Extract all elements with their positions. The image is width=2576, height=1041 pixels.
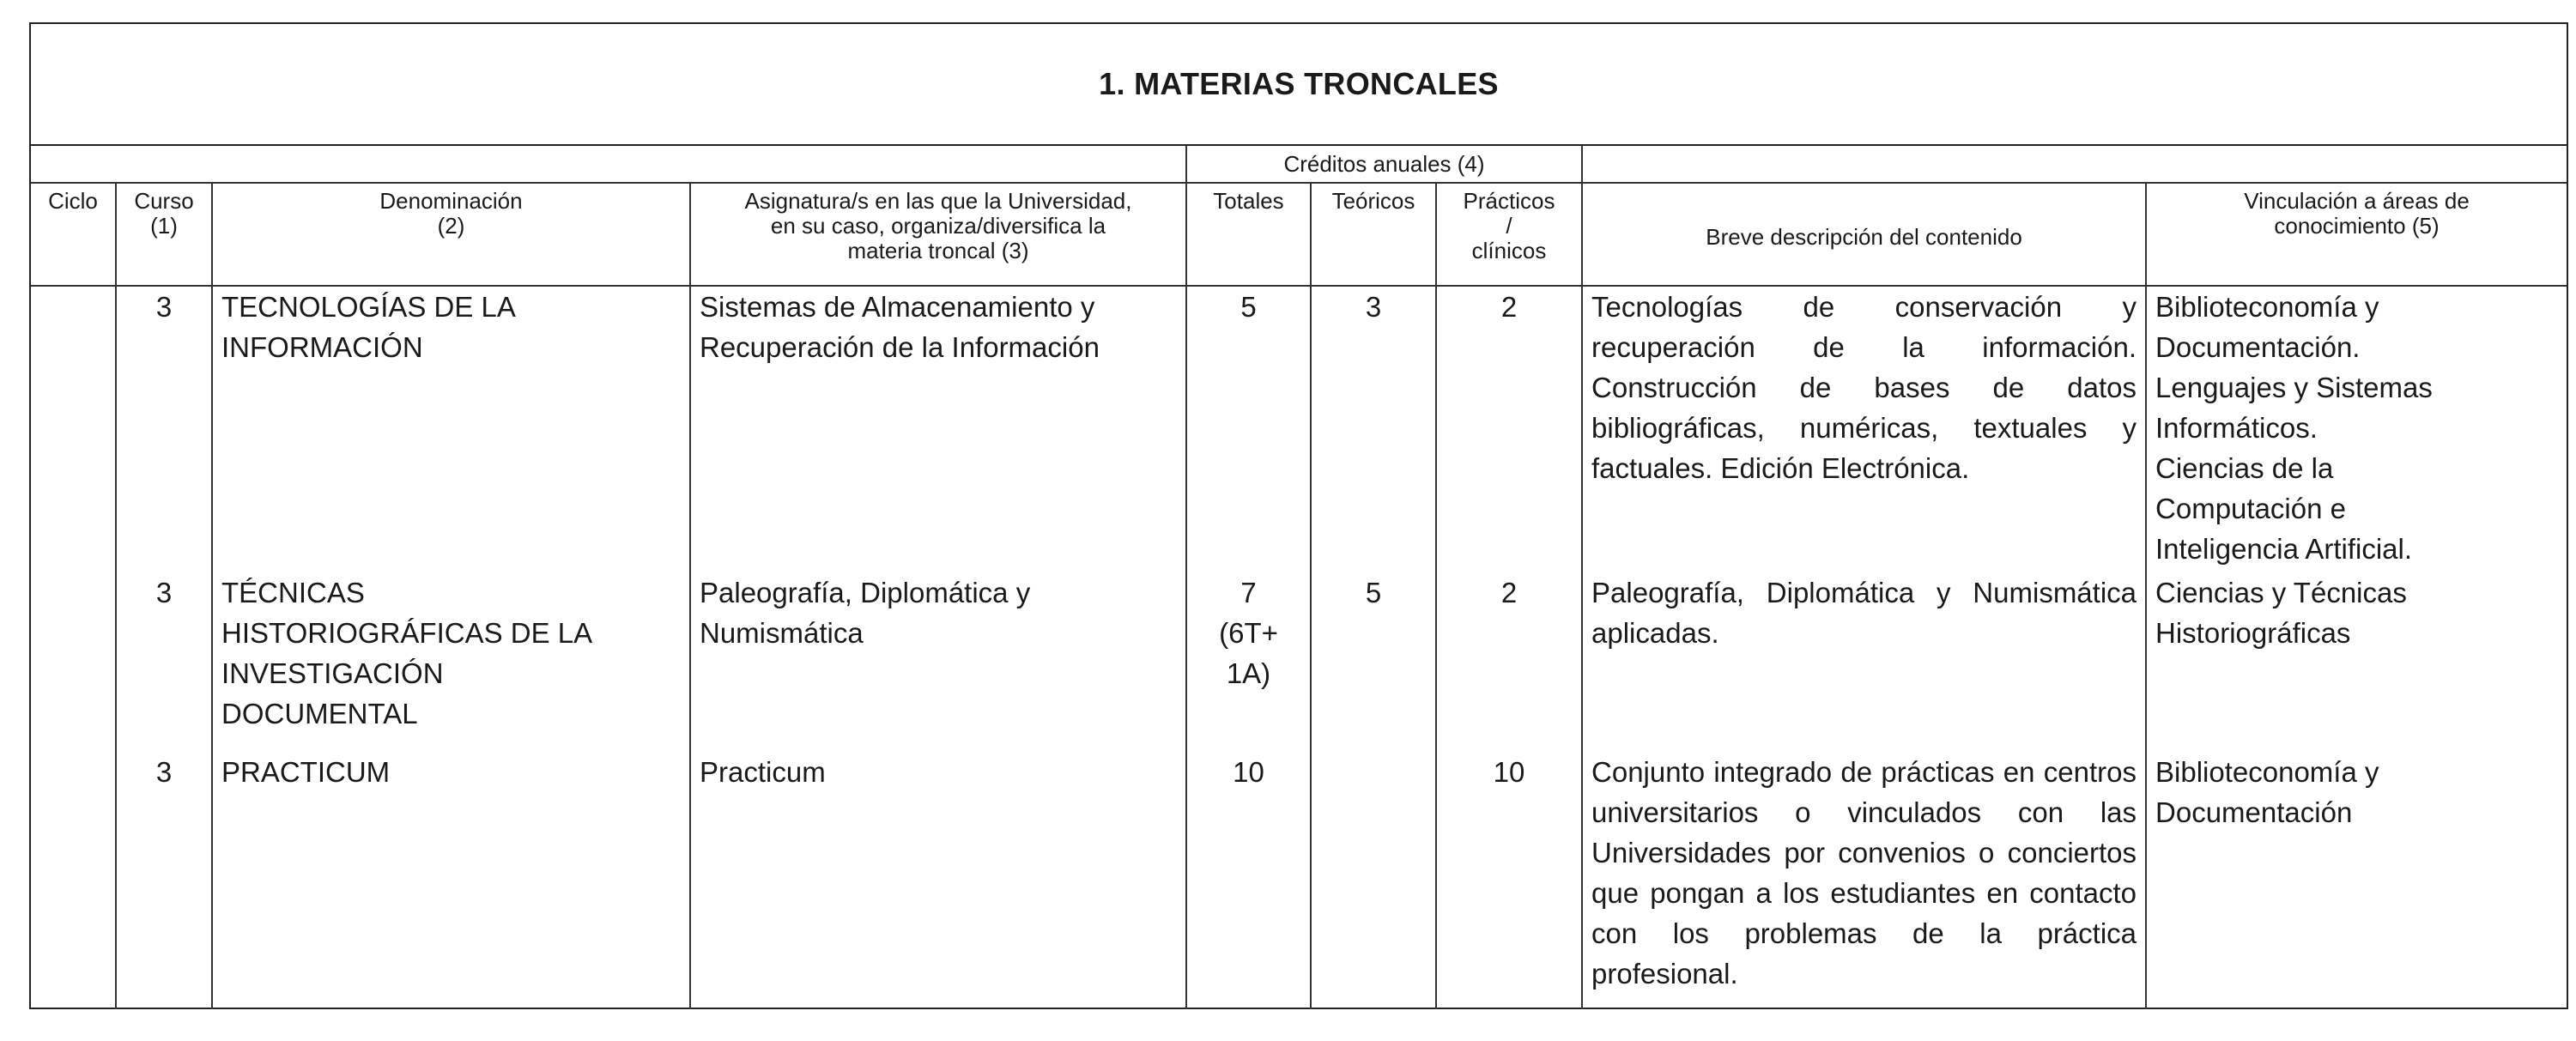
totales-value: (6T+ bbox=[1219, 617, 1278, 649]
vinculacion-line: Biblioteconomía y bbox=[2155, 756, 2379, 788]
vinculacion-line: Inteligencia Artificial. bbox=[2155, 533, 2412, 565]
cell-totales bbox=[1186, 572, 1311, 752]
header-practicos-line: clínicos bbox=[1471, 238, 1547, 263]
cell-teoricos bbox=[1311, 286, 1436, 572]
header-denominacion-line: (2) bbox=[437, 213, 465, 239]
curso-value: 3 bbox=[155, 756, 173, 788]
cell-totales bbox=[1186, 752, 1311, 1009]
practicos-value: 2 bbox=[1500, 577, 1518, 608]
header-ciclo-label: Ciclo bbox=[48, 188, 98, 214]
creditos-group-label: Créditos anuales (4) bbox=[1283, 150, 1485, 177]
cell-asignatura bbox=[690, 752, 1186, 1009]
denominacion-line: DOCUMENTAL bbox=[221, 698, 418, 729]
cell-vinculacion bbox=[2146, 572, 2567, 752]
vinculacion-line: Informáticos. bbox=[2155, 412, 2318, 444]
cell-curso bbox=[116, 752, 212, 1009]
header-group-blank bbox=[31, 146, 1186, 183]
header-group-blank-right bbox=[1582, 146, 2567, 183]
header-group-row bbox=[31, 146, 2567, 183]
vinculacion-line: Lenguajes y Sistemas bbox=[2155, 372, 2433, 403]
asignatura-line: Practicum bbox=[700, 756, 826, 788]
header-asignatura-line: materia troncal (3) bbox=[847, 238, 1029, 263]
header-totales bbox=[1186, 183, 1311, 286]
header-vinculacion bbox=[2146, 183, 2567, 286]
descripcion-value: Tecnologías de conservación y recuperación de la información. Construcción de bases de datos bibliográficas, numéricas, textuales y factuales. Edición Electrónica. bbox=[1591, 291, 2137, 484]
cell-teoricos bbox=[1311, 572, 1436, 752]
header-practicos-line: Prácticos bbox=[1463, 188, 1555, 214]
header-row bbox=[31, 183, 2567, 286]
cell-vinculacion bbox=[2146, 752, 2567, 1009]
title-row bbox=[31, 24, 2567, 146]
header-vinculacion-line: conocimiento (5) bbox=[2274, 213, 2440, 239]
materias-troncales-table bbox=[29, 22, 2568, 1009]
header-practicos-line: / bbox=[1506, 213, 1512, 239]
header-ciclo bbox=[31, 183, 116, 286]
cell-ciclo bbox=[31, 286, 116, 572]
cell-descripcion bbox=[1582, 752, 2146, 1009]
header-descripcion-label: Breve descripción del contenido bbox=[1706, 223, 2022, 250]
asignatura-line: Paleografía, Diplomática y bbox=[700, 577, 1031, 608]
header-curso-line: Curso bbox=[134, 188, 194, 214]
practicos-value: 2 bbox=[1500, 291, 1518, 323]
vinculacion-line: Documentación bbox=[2155, 796, 2353, 828]
cell-asignatura bbox=[690, 572, 1186, 752]
cell-denominacion bbox=[212, 572, 690, 752]
denominacion-line: TECNOLOGÍAS DE LA bbox=[221, 291, 516, 323]
totales-value: 10 bbox=[1233, 756, 1264, 788]
table-row bbox=[31, 752, 2567, 1009]
header-asignatura bbox=[690, 183, 1186, 286]
asignatura-line: Recuperación de la Información bbox=[700, 331, 1100, 363]
curso-value: 3 bbox=[155, 577, 173, 608]
header-totales-label: Totales bbox=[1213, 188, 1284, 214]
vinculacion-line: Ciencias y Técnicas bbox=[2155, 577, 2407, 608]
totales-value: 5 bbox=[1240, 291, 1257, 323]
curso-value: 3 bbox=[155, 291, 173, 323]
practicos-value: 10 bbox=[1493, 756, 1525, 788]
header-teoricos bbox=[1311, 183, 1436, 286]
asignatura-line: Sistemas de Almacenamiento y bbox=[700, 291, 1095, 323]
totales-value: 7 bbox=[1240, 577, 1257, 608]
cell-totales bbox=[1186, 286, 1311, 572]
descripcion-value: Conjunto integrado de prácticas en centros universitarios o vinculados con las Universidades por convenios o conciertos que pongan a los estudiantes en contacto con los problemas de la práctica profesional. bbox=[1591, 756, 2137, 990]
cell-practicos bbox=[1436, 572, 1582, 752]
header-teoricos-label: Teóricos bbox=[1331, 188, 1415, 214]
header-asignatura-line: Asignatura/s en las que la Universidad, bbox=[744, 188, 1132, 214]
cell-descripcion bbox=[1582, 572, 2146, 752]
asignatura-line: Numismática bbox=[700, 617, 864, 649]
cell-denominacion bbox=[212, 286, 690, 572]
denominacion-line: HISTORIOGRÁFICAS DE LA bbox=[221, 617, 593, 649]
header-asignatura-line: en su caso, organiza/diversifica la bbox=[770, 213, 1106, 239]
cell-vinculacion bbox=[2146, 286, 2567, 572]
cell-denominacion bbox=[212, 752, 690, 1009]
cell-teoricos bbox=[1311, 752, 1436, 1009]
table-title: 1. MATERIAS TRONCALES bbox=[1099, 66, 1499, 101]
cell-practicos bbox=[1436, 752, 1582, 1009]
vinculacion-line: Computación e bbox=[2155, 493, 2346, 524]
header-descripcion bbox=[1582, 183, 2146, 286]
header-denominacion-line: Denominación bbox=[379, 188, 523, 214]
totales-value: 1A) bbox=[1226, 657, 1271, 689]
cell-asignatura bbox=[690, 286, 1186, 572]
vinculacion-line: Historiográficas bbox=[2155, 617, 2351, 649]
teoricos-value: 3 bbox=[1365, 291, 1382, 323]
vinculacion-line: Documentación. bbox=[2155, 331, 2361, 363]
header-curso bbox=[116, 183, 212, 286]
creditos-group-header bbox=[1186, 146, 1582, 183]
cell-curso bbox=[116, 286, 212, 572]
cell-ciclo bbox=[31, 572, 116, 752]
cell-curso bbox=[116, 572, 212, 752]
cell-ciclo bbox=[31, 752, 116, 1009]
materias-grid bbox=[31, 146, 2567, 1009]
header-curso-line: (1) bbox=[150, 213, 178, 239]
header-vinculacion-line: Vinculación a áreas de bbox=[2244, 188, 2470, 214]
descripcion-value: Paleografía, Diplomática y Numismática aplicadas. bbox=[1591, 577, 2137, 649]
cell-descripcion bbox=[1582, 286, 2146, 572]
header-practicos bbox=[1436, 183, 1582, 286]
teoricos-value: 5 bbox=[1365, 577, 1382, 608]
denominacion-line: INFORMACIÓN bbox=[221, 331, 423, 363]
denominacion-line: INVESTIGACIÓN bbox=[221, 657, 444, 689]
vinculacion-line: Ciencias de la bbox=[2155, 452, 2334, 484]
cell-practicos bbox=[1436, 286, 1582, 572]
table-row bbox=[31, 572, 2567, 752]
table-row bbox=[31, 286, 2567, 572]
denominacion-line: PRACTICUM bbox=[221, 756, 391, 788]
denominacion-line: TÉCNICAS bbox=[221, 577, 365, 608]
vinculacion-line: Biblioteconomía y bbox=[2155, 291, 2379, 323]
header-denominacion bbox=[212, 183, 690, 286]
